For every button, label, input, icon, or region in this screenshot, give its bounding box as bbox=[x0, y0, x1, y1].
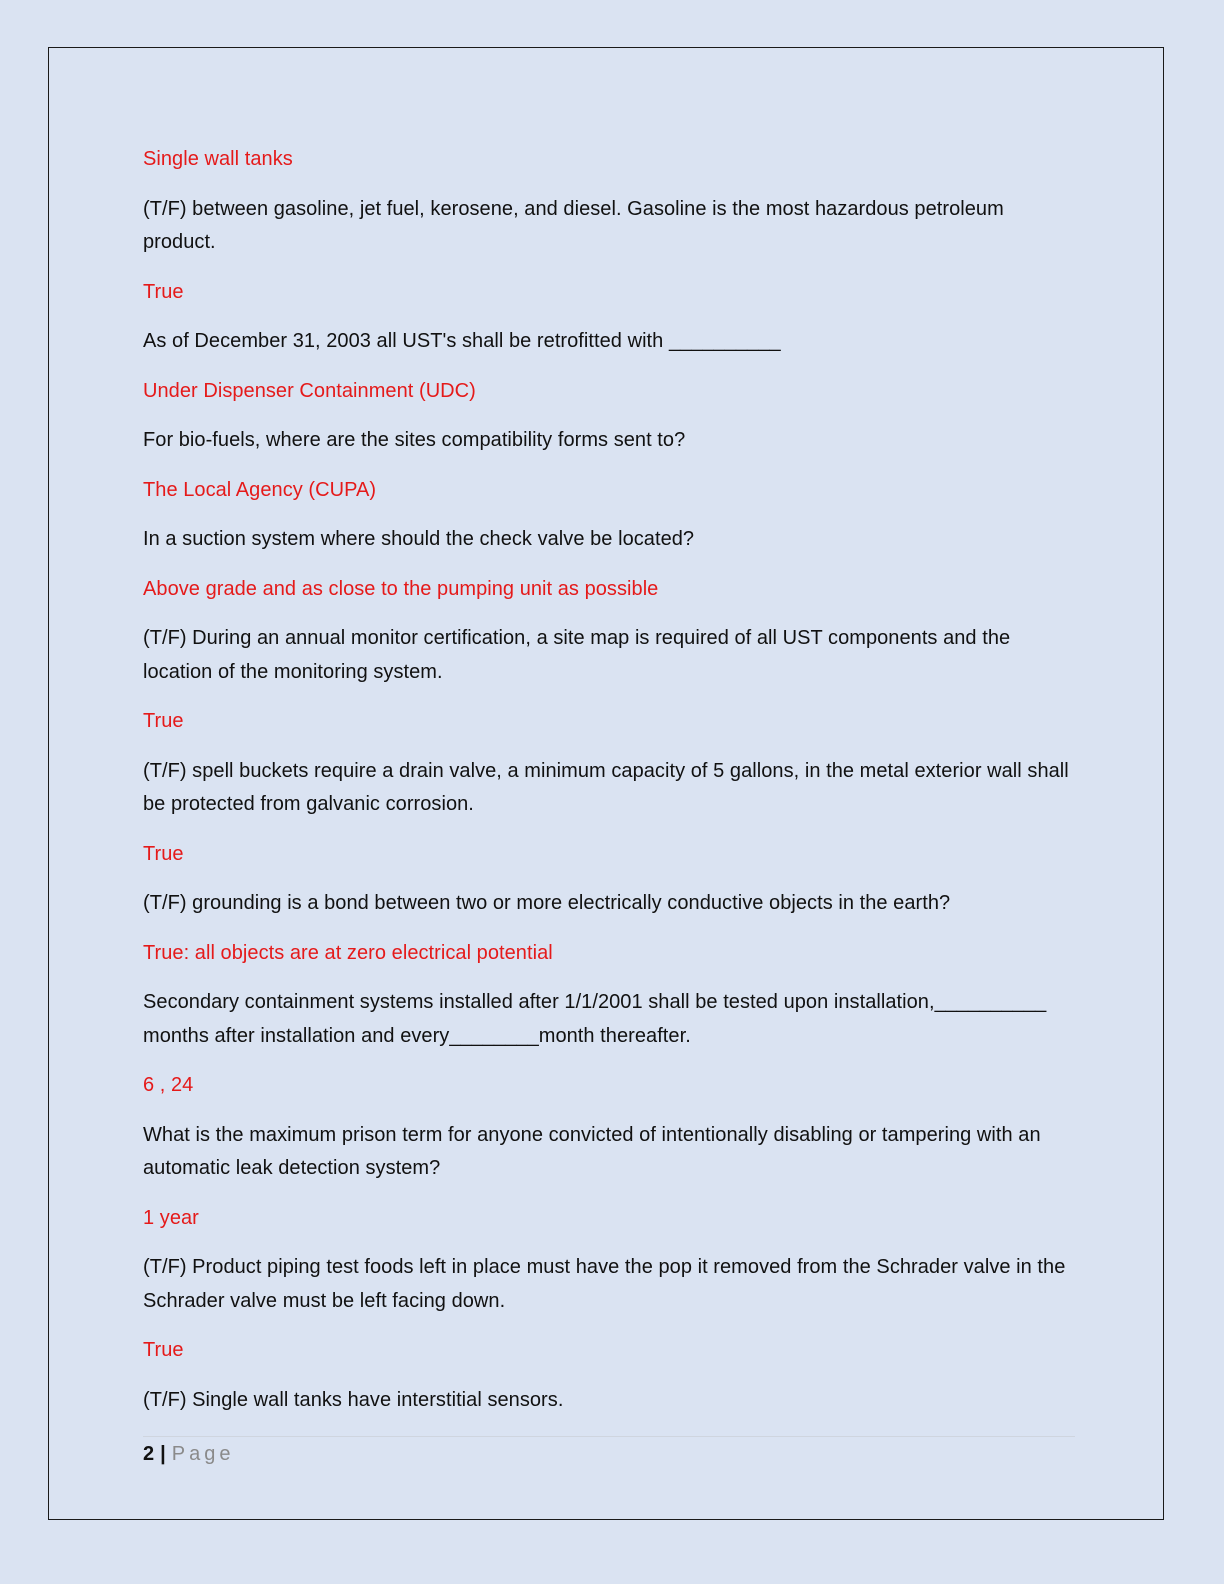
answer-text: True bbox=[143, 280, 184, 303]
question-text: Secondary containment systems installed after 1/1/2001 shall be tested upon installation,__________ months after installation and every________month thereafter. bbox=[143, 991, 1047, 1047]
question-text: For bio-fuels, where are the sites compatibility forms sent to? bbox=[143, 429, 686, 451]
page-footer bbox=[143, 1440, 234, 1468]
answer-text: 1 year bbox=[143, 1206, 199, 1229]
question-text: (T/F) During an annual monitor certification, a site map is required of all UST components and the location of the monitoring system. bbox=[143, 627, 1011, 683]
question-text: (T/F) between gasoline, jet fuel, kerosene, and diesel. Gasoline is the most hazardous petroleum product. bbox=[143, 197, 1004, 253]
answer-text: 6 , 24 bbox=[143, 1074, 194, 1096]
document-body bbox=[143, 143, 1078, 1433]
answer-text: True bbox=[143, 1339, 184, 1361]
page-number: 2 bbox=[143, 1443, 155, 1465]
answer-text: True bbox=[143, 710, 184, 732]
question-text: (T/F) grounding is a bond between two or more electrically conductive objects in the earth? bbox=[143, 892, 951, 914]
question-text: In a suction system where should the check valve be located? bbox=[143, 528, 695, 550]
answer-text: True bbox=[143, 842, 184, 865]
question-text: (T/F) Product piping test foods left in place must have the pop it removed from the Schrader valve in the Schrader valve must be left facing down. bbox=[143, 1256, 1066, 1312]
answer-text: True: all objects are at zero electrical potential bbox=[143, 941, 553, 964]
footer-divider bbox=[143, 1436, 1075, 1437]
question-text: What is the maximum prison term for anyone convicted of intentionally disabling or tampering with an automatic leak detection system? bbox=[143, 1123, 1041, 1179]
question-text: (T/F) spell buckets require a drain valve, a minimum capacity of 5 gallons, in the metal exterior wall shall be protected from galvanic corrosion. bbox=[143, 759, 1069, 815]
footer-separator: | bbox=[160, 1443, 166, 1465]
answer-text: Above grade and as close to the pumping unit as possible bbox=[143, 577, 659, 600]
question-text: As of December 31, 2003 all UST's shall be retrofitted with __________ bbox=[143, 330, 781, 352]
answer-text: Under Dispenser Containment (UDC) bbox=[143, 379, 476, 402]
answer-text: Single wall tanks bbox=[143, 148, 293, 170]
question-text: (T/F) Single wall tanks have interstitial sensors. bbox=[143, 1388, 564, 1411]
page-label: Page bbox=[171, 1443, 235, 1465]
answer-text: The Local Agency (CUPA) bbox=[143, 478, 377, 501]
